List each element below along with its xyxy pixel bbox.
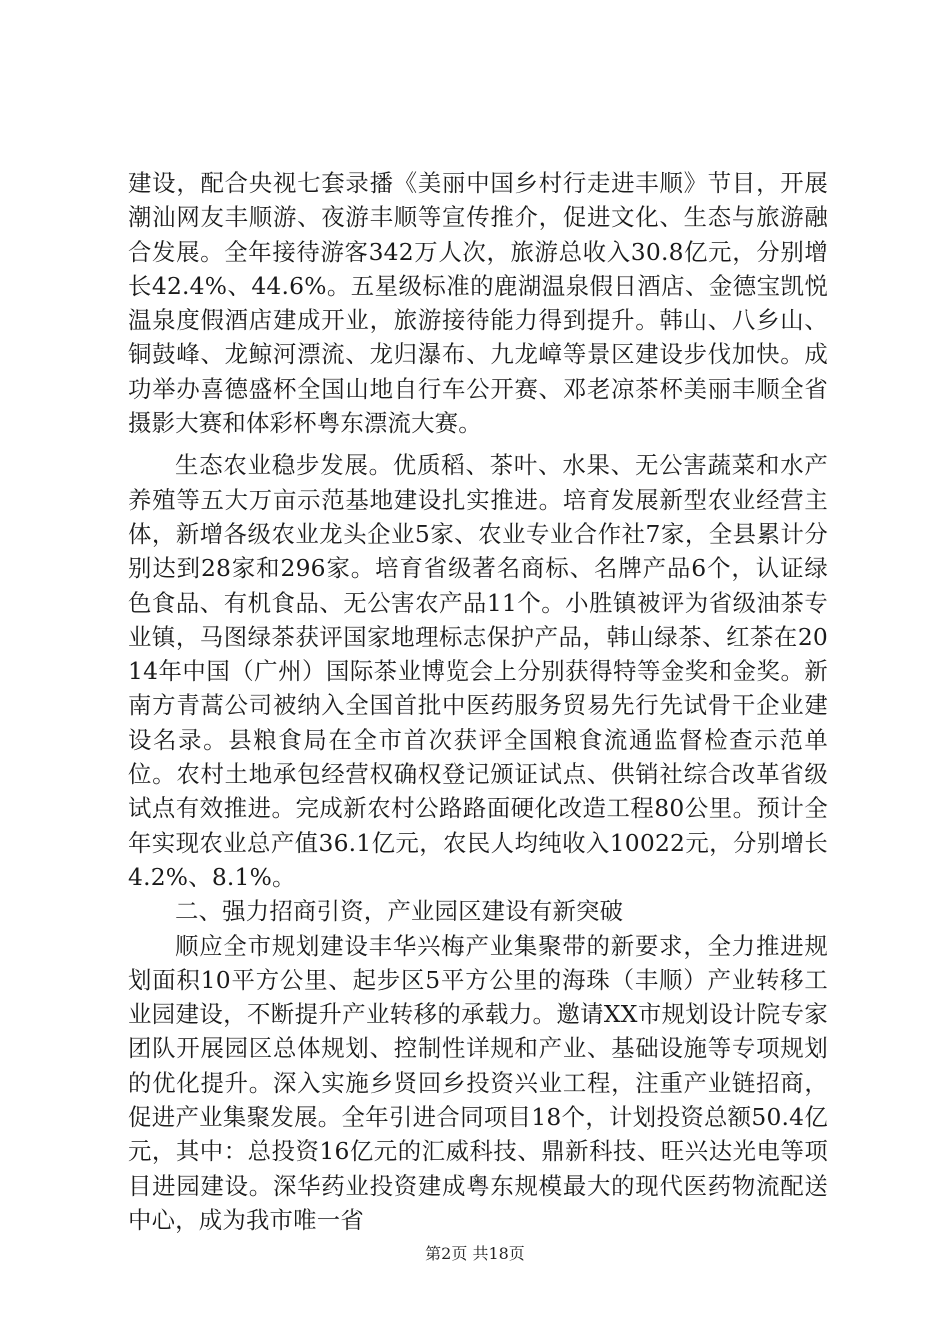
section-heading-investment: 二、强力招商引资，产业园区建设有新突破 bbox=[175, 897, 624, 926]
paragraph-industrial-park: 顺应全市规划建设丰华兴梅产业集聚带的新要求，全力推进规划面积10平方公里、起步区5平方公里的海珠（丰顺）产业转移工业园建设，不断提升产业转移的承载力。邀请XX市规划设计院专家团队开展园区总体规划、控制性详规和产业、基础设施等专项规划的优化提升。深入实施乡贤回乡投资兴业工程，注重产业链招商，促进产业集聚发展。全年引进合同项目18个，计划投资总额50.4亿元，其中：总投资16亿元的汇威科技、鼎新科技、旺兴达光电等项目进园建设。深华药业投资建成粤东规模最大的现代医药物流配送中心，成为我市唯一省 bbox=[128, 931, 828, 1234]
paragraph-ecological-agriculture: 生态农业稳步发展。优质稻、茶叶、水果、无公害蔬菜和水产养殖等五大万亩示范基地建设扎实推进。培育发展新型农业经营主体，新增各级农业龙头企业5家、农业专业合作社7家，全县累计分别达到28家和296家。培育省级著名商标、名牌产品6个，认证绿色食品、有机食品、无公害农产品11个。小胜镇被评为省级油茶专业镇，马图绿茶获评国家地理标志保护产品，韩山绿茶、红茶在2014年中国（广州）国际茶业博览会上分别获得特等金奖和金奖。新南方青蒿公司被纳入全国首批中医药服务贸易先行先试骨干企业建设名录。县粮食局在全市首次获评全国粮食流通监督检查示范单位。农村土地承包经营权确权登记颁证试点、供销社综合改革省级试点有效推进。完成新农村公路路面硬化改造工程80公里。预计全年实现农业总产值36.1亿元，农民人均纯收入10022元，分别增长4.2%、8.1%。 bbox=[128, 451, 828, 891]
document-body bbox=[128, 166, 828, 1237]
page-number-footer: 第2页 共18页 bbox=[425, 1244, 525, 1263]
paragraph-tourism: 建设，配合央视七套录播《美丽中国乡村行走进丰顺》节目，开展潮汕网友丰顺游、夜游丰顺等宣传推介，促进文化、生态与旅游融合发展。全年接待游客342万人次，旅游总收入30.8亿元，分别增长42.4%、44.6%。五星级标准的鹿湖温泉假日酒店、金德宝凯悦温泉度假酒店建成开业，旅游接待能力得到提升。韩山、八乡山、铜鼓峰、龙鲸河漂流、龙归瀑布、九龙嶂等景区建设步伐加快。成功举办喜德盛杯全国山地自行车公开赛、邓老凉茶杯美丽丰顺全省摄影大赛和体彩杯粤东漂流大赛。 bbox=[128, 169, 828, 438]
